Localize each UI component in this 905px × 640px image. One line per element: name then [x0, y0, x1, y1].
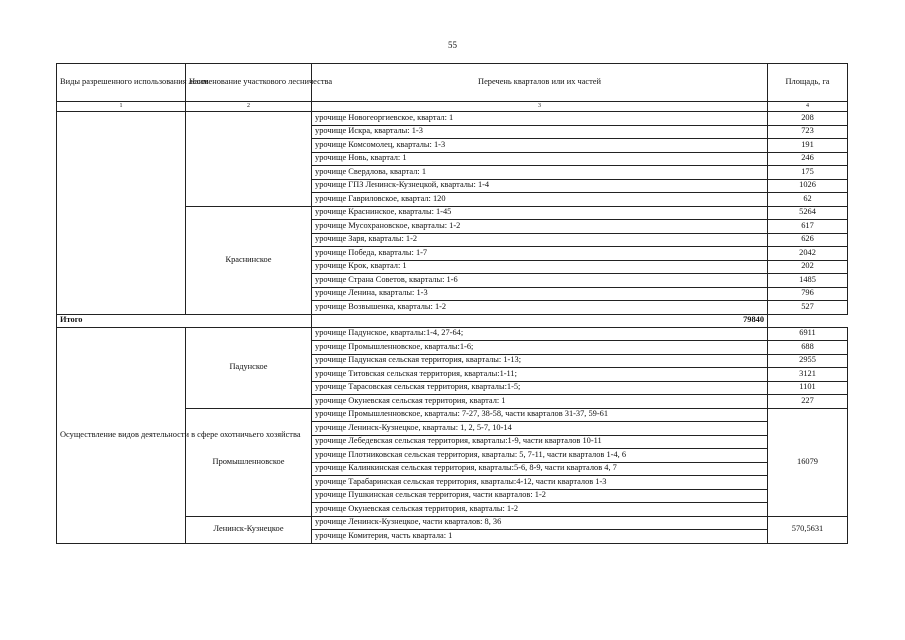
plot-cell: урочище Падунское, кварталы:1-4, 27-64;	[312, 327, 768, 341]
area-cell: 16079	[768, 408, 848, 516]
plot-cell: урочище Пушкинская сельская территория, части кварталов: 1-2	[312, 489, 768, 503]
plot-cell: урочище Окуневская сельская территория, кварталы: 1-2	[312, 503, 768, 517]
plot-cell: урочище Искра, кварталы: 1-3	[312, 125, 768, 139]
table-row	[57, 327, 848, 341]
plot-cell: урочище Промышленновское, кварталы: 7-27, 38-58, части кварталов 31-37, 59-61	[312, 408, 768, 422]
area-cell: 796	[768, 287, 848, 301]
total-value: 79840	[312, 314, 768, 327]
header-row	[57, 64, 848, 102]
area-cell: 527	[768, 301, 848, 315]
area-cell: 208	[768, 112, 848, 126]
plot-cell: урочище Страна Советов, кварталы: 1-6	[312, 274, 768, 288]
area-cell: 626	[768, 233, 848, 247]
header-forestry: Наименование участкового лесничества	[186, 64, 312, 102]
plot-cell: урочище Ленинск-Кузнецкое, части кварталов: 8, 36	[312, 516, 768, 530]
plot-cell: урочище Заря, кварталы: 1-2	[312, 233, 768, 247]
plot-cell: урочище ГПЗ Ленинск-Кузнецкой, кварталы: 1-4	[312, 179, 768, 193]
header-use-type: Виды разрешенного использования лесов	[57, 64, 186, 102]
forestry-name: Краснинское	[186, 206, 312, 314]
plot-cell: урочище Возвышенка, кварталы: 1-2	[312, 301, 768, 315]
total-label: Итого	[57, 314, 312, 327]
column-number: 3	[312, 102, 768, 112]
plot-cell: урочище Свердлова, квартал: 1	[312, 166, 768, 180]
total-row	[57, 314, 848, 327]
column-number: 2	[186, 102, 312, 112]
area-cell: 227	[768, 395, 848, 409]
area-cell: 570,5631	[768, 516, 848, 543]
plot-cell: урочище Мусохрановское, кварталы: 1-2	[312, 220, 768, 234]
area-cell: 1101	[768, 381, 848, 395]
plot-cell: урочище Комсомолец, кварталы: 1-3	[312, 139, 768, 153]
area-cell: 191	[768, 139, 848, 153]
plot-cell: урочище Промышленновское, кварталы:1-6;	[312, 341, 768, 355]
plot-cell: урочище Новогеоргиевское, квартал: 1	[312, 112, 768, 126]
area-cell: 62	[768, 193, 848, 207]
plot-cell: урочище Лебедевская сельская территория, кварталы:1-9, части кварталов 10-11	[312, 435, 768, 449]
use-type-cell	[57, 112, 186, 315]
plot-cell: урочище Ленина, кварталы: 1-3	[312, 287, 768, 301]
area-cell: 617	[768, 220, 848, 234]
plot-cell: урочище Тарасовская сельская территория, кварталы:1-5;	[312, 381, 768, 395]
plot-cell: урочище Ленинск-Кузнецкое, кварталы: 1, 2, 5-7, 10-14	[312, 422, 768, 436]
area-cell: 5264	[768, 206, 848, 220]
area-cell: 202	[768, 260, 848, 274]
forestry-name: Падунское	[186, 327, 312, 408]
plot-cell: урочище Плотниковская сельская территория, кварталы: 5, 7-11, части кварталов 1-4, 6	[312, 449, 768, 463]
header-plots: Перечень кварталов или их частей	[312, 64, 768, 102]
area-cell: 2042	[768, 247, 848, 261]
plot-cell: урочище Краснинское, кварталы: 1-45	[312, 206, 768, 220]
area-cell: 175	[768, 166, 848, 180]
plot-cell: урочище Новь, квартал: 1	[312, 152, 768, 166]
forestry-name: Промышленновское	[186, 408, 312, 516]
area-cell: 1485	[768, 274, 848, 288]
column-number: 1	[57, 102, 186, 112]
plot-cell: урочище Калинкинская сельская территория, кварталы:5-6, 8-9, части кварталов 4, 7	[312, 462, 768, 476]
area-cell: 246	[768, 152, 848, 166]
area-cell: 688	[768, 341, 848, 355]
area-cell: 3121	[768, 368, 848, 382]
plot-cell: урочище Тарабаринская сельская территория, кварталы:4-12, части кварталов 1-3	[312, 476, 768, 490]
forestry-name: Ленинск-Кузнецкое	[186, 516, 312, 543]
area-cell: 723	[768, 125, 848, 139]
area-cell: 6911	[768, 327, 848, 341]
column-number: 4	[768, 102, 848, 112]
plot-cell: урочище Титовская сельская территория, кварталы:1-11;	[312, 368, 768, 382]
table-row	[57, 112, 848, 126]
plot-cell: урочище Падунская сельская территория, кварталы: 1-13;	[312, 354, 768, 368]
forestry-cell	[186, 112, 312, 207]
forest-plots-table	[56, 63, 848, 544]
area-cell: 2955	[768, 354, 848, 368]
plot-cell: урочище Крок, квартал: 1	[312, 260, 768, 274]
plot-cell: урочище Гавриловское, квартал: 120	[312, 193, 768, 207]
page-number: 55	[448, 40, 457, 50]
header-area: Площадь, га	[768, 64, 848, 102]
plot-cell: урочище Окуневская сельская территория, квартал: 1	[312, 395, 768, 409]
use-type-name: Осуществление видов деятельности в сфере охотничьего хозяйства	[57, 327, 186, 543]
plot-cell: урочище Победа, кварталы: 1-7	[312, 247, 768, 261]
plot-cell: урочище Комитерия, часть квартала: 1	[312, 530, 768, 544]
area-cell: 1026	[768, 179, 848, 193]
column-number-row	[57, 102, 848, 112]
